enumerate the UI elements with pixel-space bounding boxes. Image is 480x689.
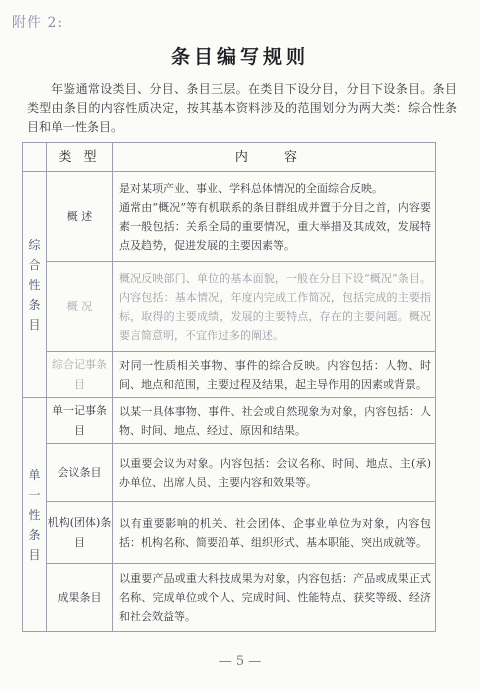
page-title: 条目编写规则 [170,46,309,68]
category-char: 性 [28,507,41,522]
content-paragraph: 以重要产品或重大科技成果为对象，内容包括：产品或成果正式名称、完成单位或个人、完成时间、性能特点、获奖等级、经济和社会效益等。 [119,572,431,623]
content-cell-summary [113,262,436,352]
page-number: — 5 — [218,654,262,669]
content-cell-overview [113,172,436,262]
table-row [23,172,436,262]
content-paragraph: 以重要会议为对象。内容包括：会议名称、时间、地点、主(承)办单位、出席人员、主要内容和效果等。 [119,456,431,489]
category-cell-comprehensive [23,172,47,398]
content-paragraph: 以有重要影响的机关、社会团体、企事业单位为对象，内容包括：机构名称、简要沿革、组织形式、基本职能、突出成就等。 [119,516,431,549]
category-char: 条 [28,527,41,542]
intro-paragraph: 年鉴通常设类目、分目、条目三层。在类目下设分目，分目下设条目。条目类型由条目的内容性质决定，按其基本资料涉及的范围划分为两大类：综合性条目和单一性条目。 [27,82,457,134]
category-char: 目 [28,547,41,562]
content-paragraph: 通常由“概况”等有机联系的条目群组成并置于分目之首，内容要素一般包括：关系全局的重要情况，重大举措及其成效，发展特点及趋势，促进发展的主要因素等。 [119,200,431,252]
table-row [23,352,436,398]
type-cell-achievement: 成果条目 [47,564,113,632]
type-cell-overview: 概 述 [47,172,113,262]
content-paragraph: 概况反映部门、单位的基本面貌，一般在分目下设“概况”条目。内容包括：基本情况，年度内完成工作简况，包括完成的主要指标，取得的主要成绩，发展的主要特点，存在的主要问题。概况要言简意明，不宜作过多的阐述。 [119,271,431,342]
category-char: 条 [28,297,41,312]
content-cell-meeting [113,444,436,502]
content-cell-organization [113,502,436,564]
content-cell-single-event [113,398,436,444]
type-cell-meeting: 会议条目 [47,444,113,502]
table-header-row [23,143,436,172]
rules-table [22,142,436,632]
category-char: 目 [28,317,41,332]
type-cell-single-event: 单一记事条 目 [47,398,113,444]
table-header-content: 内 容 [113,143,436,172]
table-header-type: 类 型 [47,143,113,172]
table-row [23,502,436,564]
content-cell-comprehensive-event [113,352,436,398]
content-cell-achievement [113,564,436,632]
table-row [23,262,436,352]
type-cell-comprehensive-event: 综合记事条 目 [47,352,113,398]
content-paragraph: 是对某项产业、事业、学科总体情况的全面综合反映。 [119,181,383,195]
type-cell-organization: 机构(团体)条目 [47,502,113,564]
category-cell-single [23,398,47,632]
table-row [23,398,436,444]
table-row [23,564,436,632]
content-paragraph: 对同一性质相关事物、事件的综合反映。内容包括：人物、时间、地点和范围，主要过程及结果，起主导作用的因素或背景。 [119,358,431,391]
type-cell-summary: 概 况 [47,262,113,352]
category-char: 单 [28,467,41,482]
category-char: 性 [28,277,41,292]
attachment-label: 附件 2: [12,15,64,31]
category-char: 合 [28,257,41,272]
category-char: 一 [28,487,41,502]
table-row [23,444,436,502]
category-char: 综 [28,237,41,252]
content-paragraph: 以某一具体事物、事件、社会或自然现象为对象，内容包括：人物、时间、地点、经过、原因和结果。 [119,404,431,437]
table-header-blank [23,143,47,172]
